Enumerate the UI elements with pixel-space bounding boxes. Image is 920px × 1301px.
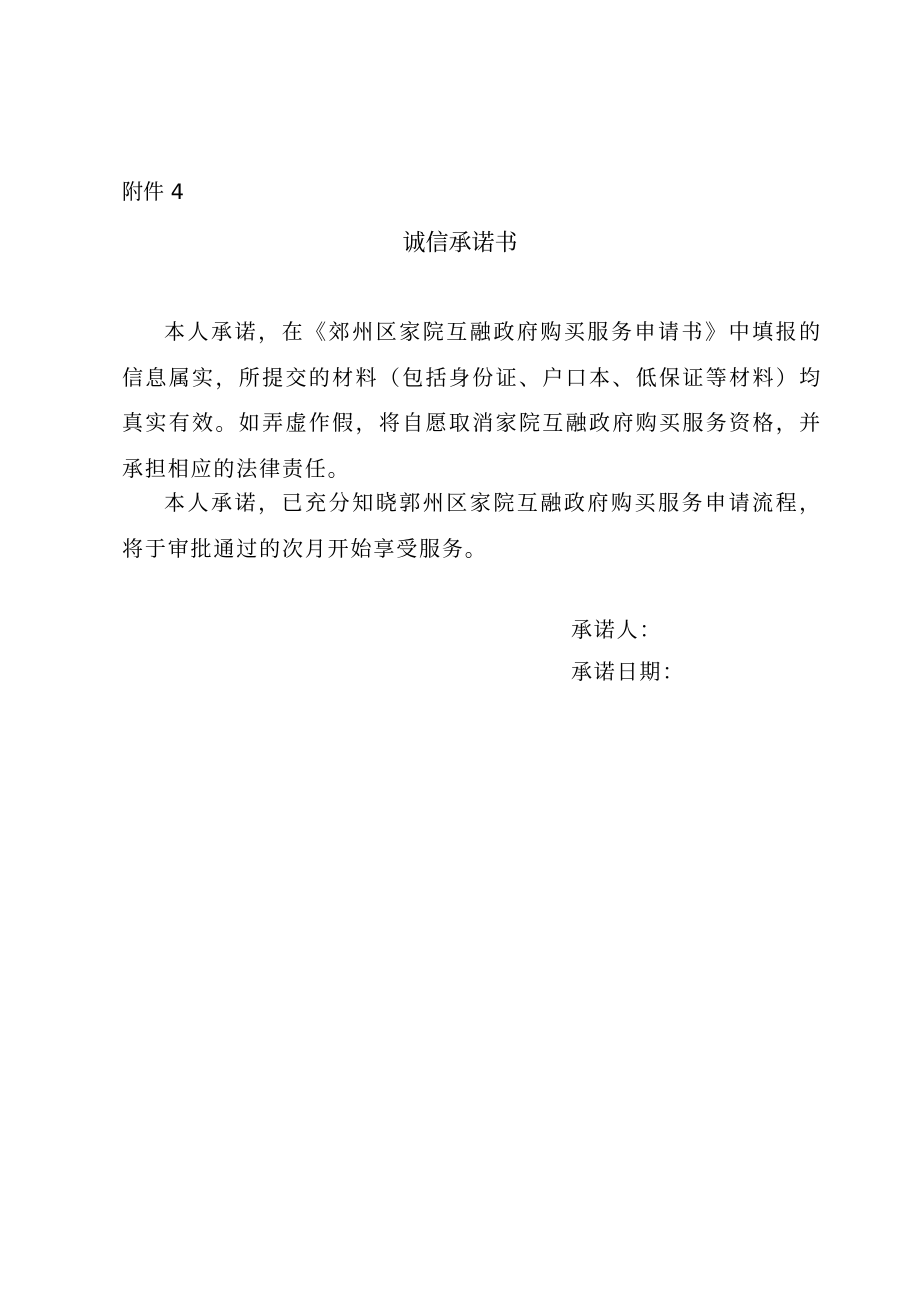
document-title: 诚信承诺书 — [402, 230, 518, 256]
promisor-label: 承诺人： — [571, 618, 663, 642]
paragraph-commitment-process: 本人承诺，已充分知晓郭州区家院互融政府购买服务申请流程，将于审批通过的次月开始享受服务。 — [122, 491, 822, 561]
commitment-date-label: 承诺日期： — [571, 660, 685, 684]
attachment-label: 附件 4 — [122, 180, 185, 204]
paragraph-commitment-truthfulness: 本人承诺，在《郊州区家院互融政府购买服务申请书》中填报的信息属实，所提交的材料（包括身份证、户口本、低保证等材料）均真实有效。如弄虚作假，将自愿取消家院互融政府购买服务资格，并承担相应的法律责任。 — [122, 320, 822, 481]
